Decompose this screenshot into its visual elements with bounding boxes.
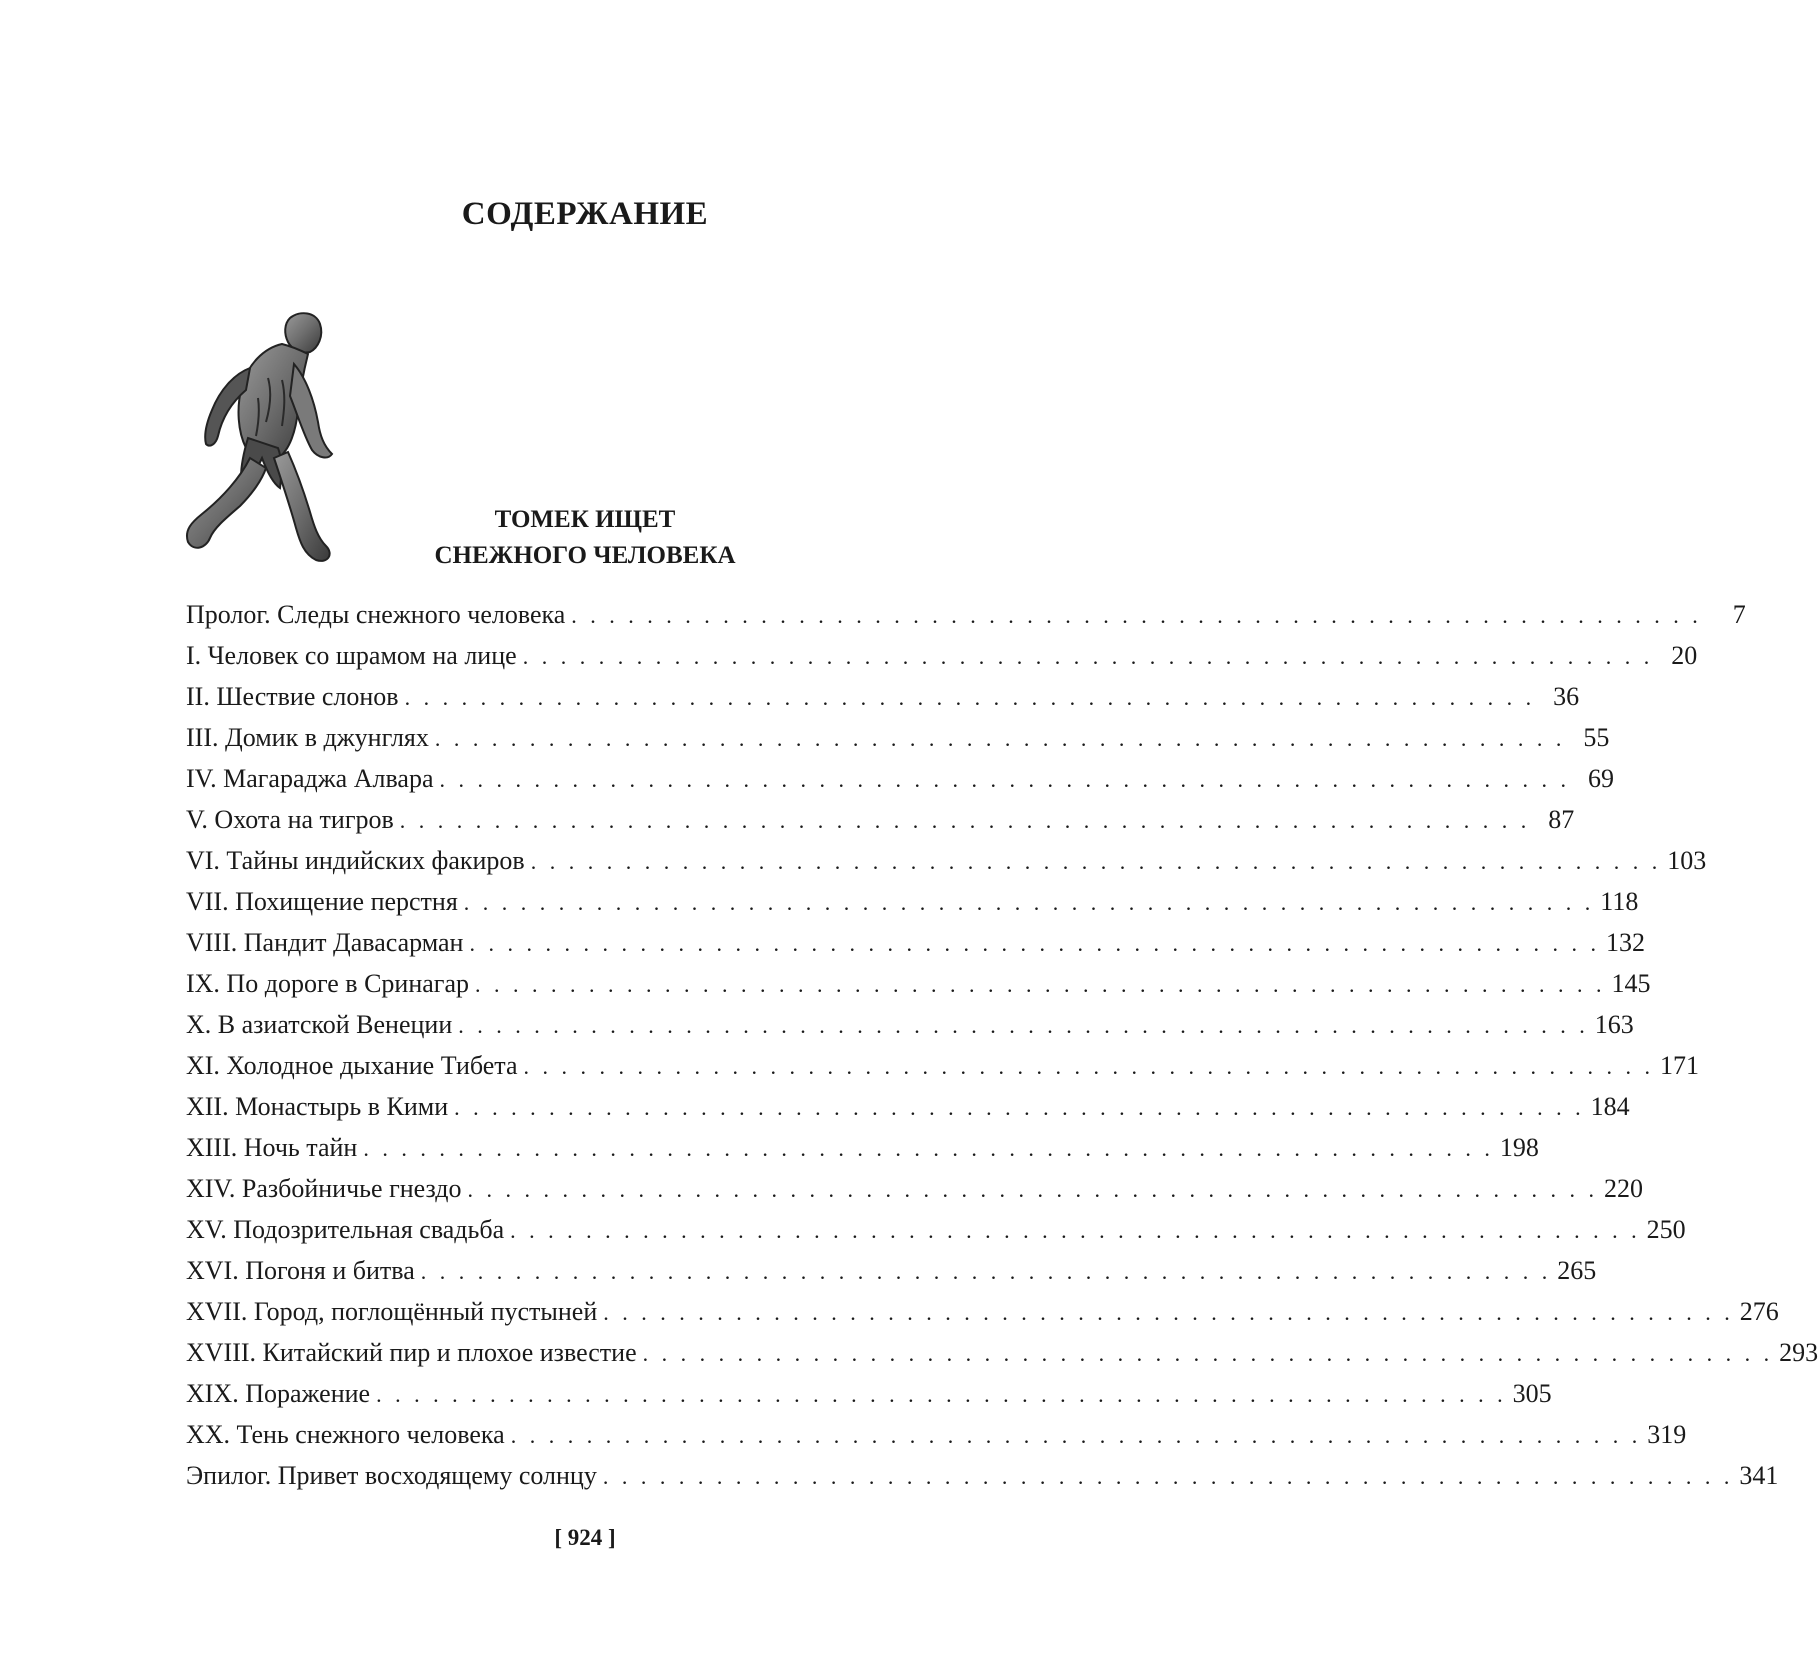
toc-leader-dots: . . . . . . . . . . . . . . . . . . . . . . . . . . . . . . . . . . . . . . . . . . . . . . . . . . . . . . . . . . . .: [458, 1013, 1589, 1038]
toc-leader-dots: . . . . . . . . . . . . . . . . . . . . . . . . . . . . . . . . . . . . . . . . . . . . . . . . . . . . . . . . . . . .: [399, 808, 1531, 833]
toc-entry-page: 305: [1512, 1379, 1552, 1408]
toc-entry: [186, 846, 1707, 887]
toc-entry-title: X. В азиатской Венеции: [186, 1010, 453, 1039]
toc-entry-page: 69: [1587, 764, 1614, 793]
book-title-line: СНЕЖНОГО ЧЕЛОВЕКА: [434, 542, 736, 569]
toc-entry-page: 319: [1647, 1420, 1687, 1449]
toc-entry-title: XV. Подозрительная свадьба: [186, 1215, 505, 1244]
toc-leader-dots: . . . . . . . . . . . . . . . . . . . . . . . . . . . . . . . . . . . . . . . . . . . . . . . . . . . . . . . . . . . .: [376, 1382, 1507, 1407]
yeti-walking-illustration: [178, 308, 358, 570]
toc-leader-dots: . . . . . . . . . . . . . . . . . . . . . . . . . . . . . . . . . . . . . . . . . . . . . . . . . . . . . . . . . . . .: [603, 1300, 1734, 1325]
toc-entry-title: IX. По дороге в Сринагар: [186, 969, 469, 998]
toc-entry: [186, 1338, 1818, 1379]
toc-entry-page: 293: [1779, 1338, 1818, 1367]
toc-entry-title: XI. Холодное дыхание Тибета: [186, 1051, 518, 1080]
toc-leader-dots: . . . . . . . . . . . . . . . . . . . . . . . . . . . . . . . . . . . . . . . . . . . . . . . . . . . . . . . . . . . .: [510, 1423, 1642, 1448]
table-of-contents: [186, 600, 1818, 1502]
toc-entry-page: 163: [1594, 1010, 1634, 1039]
toc-entry: [186, 1215, 1686, 1256]
toc-leader-dots: . . . . . . . . . . . . . . . . . . . . . . . . . . . . . . . . . . . . . . . . . . . . . . . . . . . . . . . . . . . .: [602, 1464, 1734, 1489]
book-title: [380, 502, 790, 574]
toc-leader-dots: . . . . . . . . . . . . . . . . . . . . . . . . . . . . . . . . . . . . . . . . . . . . . . . . . . . . . . . . . . . .: [463, 890, 1595, 915]
toc-leader-dots: . . . . . . . . . . . . . . . . . . . . . . . . . . . . . . . . . . . . . . . . . . . . . . . . . . . . . . . . . . . .: [510, 1218, 1641, 1243]
toc-leader-dots: . . . . . . . . . . . . . . . . . . . . . . . . . . . . . . . . . . . . . . . . . . . . . . . . . . . . . . . . . . . .: [420, 1259, 1552, 1284]
toc-entry-page: 118: [1600, 887, 1639, 916]
toc-leader-dots: . . . . . . . . . . . . . . . . . . . . . . . . . . . . . . . . . . . . . . . . . . . . . . . . . . . . . . . . . . . .: [454, 1095, 1585, 1120]
page-title: СОДЕРЖАНИЕ: [461, 196, 709, 232]
toc-leader-dots: . . . . . . . . . . . . . . . . . . . . . . . . . . . . . . . . . . . . . . . . . . . . . . . . . . . . . . . . . . . .: [439, 767, 1570, 792]
toc-leader-dots: . . . . . . . . . . . . . . . . . . . . . . . . . . . . . . . . . . . . . . . . . . . . . . . . . . . . . . . . . . . .: [475, 972, 1606, 997]
toc-entry: [186, 887, 1639, 928]
toc-entry: [186, 1092, 1630, 1133]
toc-entry-page: 220: [1604, 1174, 1644, 1203]
toc-entry-page: 184: [1590, 1092, 1630, 1121]
toc-entry: [186, 928, 1645, 969]
toc-entry-page: 7: [1732, 600, 1746, 629]
book-title-line: ТОМЕК ИЩЕТ: [494, 506, 676, 533]
toc-entry: [186, 723, 1610, 764]
toc-entry-title: XVIII. Китайский пир и плохое известие: [186, 1338, 637, 1367]
toc-entry: [186, 682, 1580, 723]
toc-entry-title: II. Шествие слонов: [186, 682, 399, 711]
toc-entry-page: 265: [1557, 1256, 1597, 1285]
toc-entry-title: I. Человек со шрамом на лице: [186, 641, 517, 670]
toc-leader-dots: . . . . . . . . . . . . . . . . . . . . . . . . . . . . . . . . . . . . . . . . . . . . . . . . . . . . . . . . . . . .: [404, 685, 1536, 710]
toc-entry-page: 171: [1660, 1051, 1700, 1080]
toc-entry: [186, 1133, 1539, 1174]
toc-entry-title: IV. Магараджа Алвара: [186, 764, 434, 793]
toc-entry-title: XVI. Погоня и битва: [186, 1256, 415, 1285]
toc-entry-page: 250: [1646, 1215, 1686, 1244]
toc-entry-title: Пролог. Следы снежного человека: [186, 600, 566, 629]
toc-entry-title: XIV. Разбойничье гнездо: [186, 1174, 462, 1203]
toc-entry-title: XX. Тень снежного человека: [186, 1420, 505, 1449]
toc-entry: [186, 805, 1575, 846]
toc-entry: [186, 1256, 1597, 1297]
toc-entry: [186, 1461, 1779, 1502]
toc-entry: [186, 969, 1651, 1010]
toc-leader-dots: . . . . . . . . . . . . . . . . . . . . . . . . . . . . . . . . . . . . . . . . . . . . . . . . . . . . . . . . . . . .: [522, 644, 1654, 669]
yeti-figure-icon: [178, 308, 358, 570]
toc-entry-page: 145: [1611, 969, 1651, 998]
toc-entry-title: XIII. Ночь тайн: [186, 1133, 358, 1162]
toc-entry: [186, 1174, 1644, 1215]
toc-entry-title: VI. Тайны индийских факиров: [186, 846, 525, 875]
toc-leader-dots: . . . . . . . . . . . . . . . . . . . . . . . . . . . . . . . . . . . . . . . . . . . . . . . . . . . . . . . . . . . .: [363, 1136, 1494, 1161]
toc-leader-dots: . . . . . . . . . . . . . . . . . . . . . . . . . . . . . . . . . . . . . . . . . . . . . . . . . . . . . . . . . . . .: [642, 1341, 1774, 1366]
toc-entry-page: 132: [1605, 928, 1645, 957]
toc-entry-title: Эпилог. Привет восходящему солнцу: [186, 1461, 597, 1490]
toc-entry-page: 36: [1553, 682, 1580, 711]
toc-entry-title: XVII. Город, поглощённый пустыней: [186, 1297, 598, 1326]
toc-entry: [186, 1420, 1687, 1461]
toc-leader-dots: . . . . . . . . . . . . . . . . . . . . . . . . . . . . . . . . . . . . . . . . . . . . . . . . . . . . . . . . . . . .: [434, 726, 1566, 751]
toc-leader-dots: . . . . . . . . . . . . . . . . . . . . . . . . . . . . . . . . . . . . . . . . . . . . . . . . . . . . . . . . . . . .: [571, 603, 1702, 628]
toc-leader-dots: . . . . . . . . . . . . . . . . . . . . . . . . . . . . . . . . . . . . . . . . . . . . . . . . . . . . . . . . . . . .: [469, 931, 1600, 956]
toc-entry: [186, 600, 1746, 641]
toc-entry-page: 20: [1671, 641, 1698, 670]
toc-leader-dots: . . . . . . . . . . . . . . . . . . . . . . . . . . . . . . . . . . . . . . . . . . . . . . . . . . . . . . . . . . . .: [530, 849, 1662, 874]
toc-entry-title: III. Домик в джунглях: [186, 723, 429, 752]
toc-entry: [186, 1010, 1634, 1051]
toc-leader-dots: . . . . . . . . . . . . . . . . . . . . . . . . . . . . . . . . . . . . . . . . . . . . . . . . . . . . . . . . . . . .: [523, 1054, 1655, 1079]
toc-entry-page: 276: [1739, 1297, 1779, 1326]
toc-entry-title: VIII. Пандит Давасарман: [186, 928, 464, 957]
toc-entry-title: XIX. Поражение: [186, 1379, 371, 1408]
page-number: [ 924 ]: [554, 1525, 616, 1550]
toc-entry-title: XII. Монастырь в Кими: [186, 1092, 449, 1121]
toc-entry-page: 198: [1499, 1133, 1539, 1162]
toc-entry-page: 341: [1739, 1461, 1779, 1490]
toc-entry-page: 87: [1548, 805, 1575, 834]
toc-entry: [186, 1051, 1700, 1092]
toc-leader-dots: . . . . . . . . . . . . . . . . . . . . . . . . . . . . . . . . . . . . . . . . . . . . . . . . . . . . . . . . . . . .: [467, 1177, 1599, 1202]
toc-entry-title: V. Охота на тигров: [186, 805, 394, 834]
toc-entry: [186, 1297, 1779, 1338]
toc-entry-title: VII. Похищение перстня: [186, 887, 458, 916]
toc-entry: [186, 1379, 1552, 1420]
toc-entry: [186, 764, 1614, 805]
toc-entry: [186, 641, 1698, 682]
toc-entry-page: 55: [1583, 723, 1610, 752]
toc-entry-page: 103: [1667, 846, 1707, 875]
